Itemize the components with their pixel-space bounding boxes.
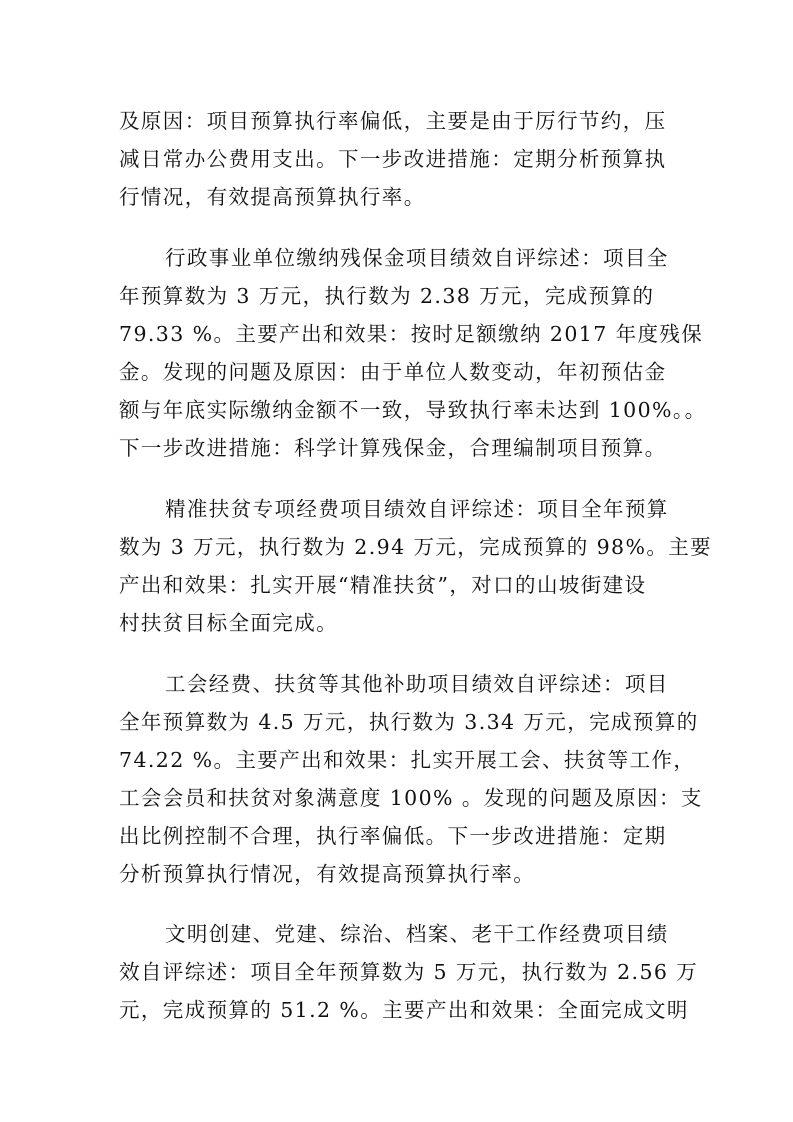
text-line-18: 出比例控制不合理，执行率偏低。下一步改进措施：定期 — [119, 824, 667, 848]
text-line-12: 产出和效果：扎实开展“精准扶贫”，对口的山坡街建设 — [119, 573, 647, 597]
text-line-15: 全年预算数为 4.5 万元，执行数为 3.34 万元，完成预算的 — [119, 710, 699, 734]
text-line-11: 数为 3 万元，执行数为 2.94 万元，完成预算的 98%。主要 — [119, 535, 713, 559]
text-line-1: 及原因：项目预算执行率偏低，主要是由于厉行节约，压 — [119, 109, 667, 133]
text-line-2: 减日常办公费用支出。下一步改进措施：定期分析预算执 — [119, 147, 667, 171]
text-line-3: 行情况，有效提高预算执行率。 — [119, 185, 426, 209]
text-line-10: 精准扶贫专项经费项目绩效自评综述：项目全年预算 — [165, 497, 669, 521]
text-line-4: 行政事业单位缴纳残保金项目绩效自评综述：项目全 — [165, 246, 669, 270]
text-line-17: 工会会员和扶贫对象满意度 100% 。发现的问题及原因：支 — [119, 786, 703, 810]
text-line-9: 下一步改进措施：科学计算残保金，合理编制项目预算。 — [119, 436, 667, 460]
text-line-13: 村扶贫目标全面完成。 — [119, 611, 338, 635]
text-line-6: 79.33 %。主要产出和效果：按时足额缴纳 2017 年度残保 — [119, 322, 704, 346]
text-line-21: 效自评综述：项目全年预算数为 5 万元，执行数为 2.56 万 — [119, 960, 699, 984]
text-line-14: 工会经费、扶贫等其他补助项目绩效自评综述：项目 — [165, 672, 669, 696]
text-line-5: 年预算数为 3 万元，执行数为 2.38 万元，完成预算的 — [119, 284, 655, 308]
text-line-8: 额与年底实际缴纳金额不一致，导致执行率未达到 100%。。 — [119, 398, 707, 422]
text-line-19: 分析预算执行情况，有效提高预算执行率。 — [119, 862, 536, 886]
text-line-20: 文明创建、党建、综治、档案、老干工作经费项目绩 — [165, 922, 669, 946]
text-line-16: 74.22 %。主要产出和效果：扎实开展工会、扶贫等工作， — [119, 748, 696, 772]
text-line-7: 金。发现的问题及原因：由于单位人数变动，年初预估金 — [119, 360, 667, 384]
text-line-22: 元，完成预算的 51.2 %。主要产出和效果：全面完成文明 — [119, 998, 689, 1022]
